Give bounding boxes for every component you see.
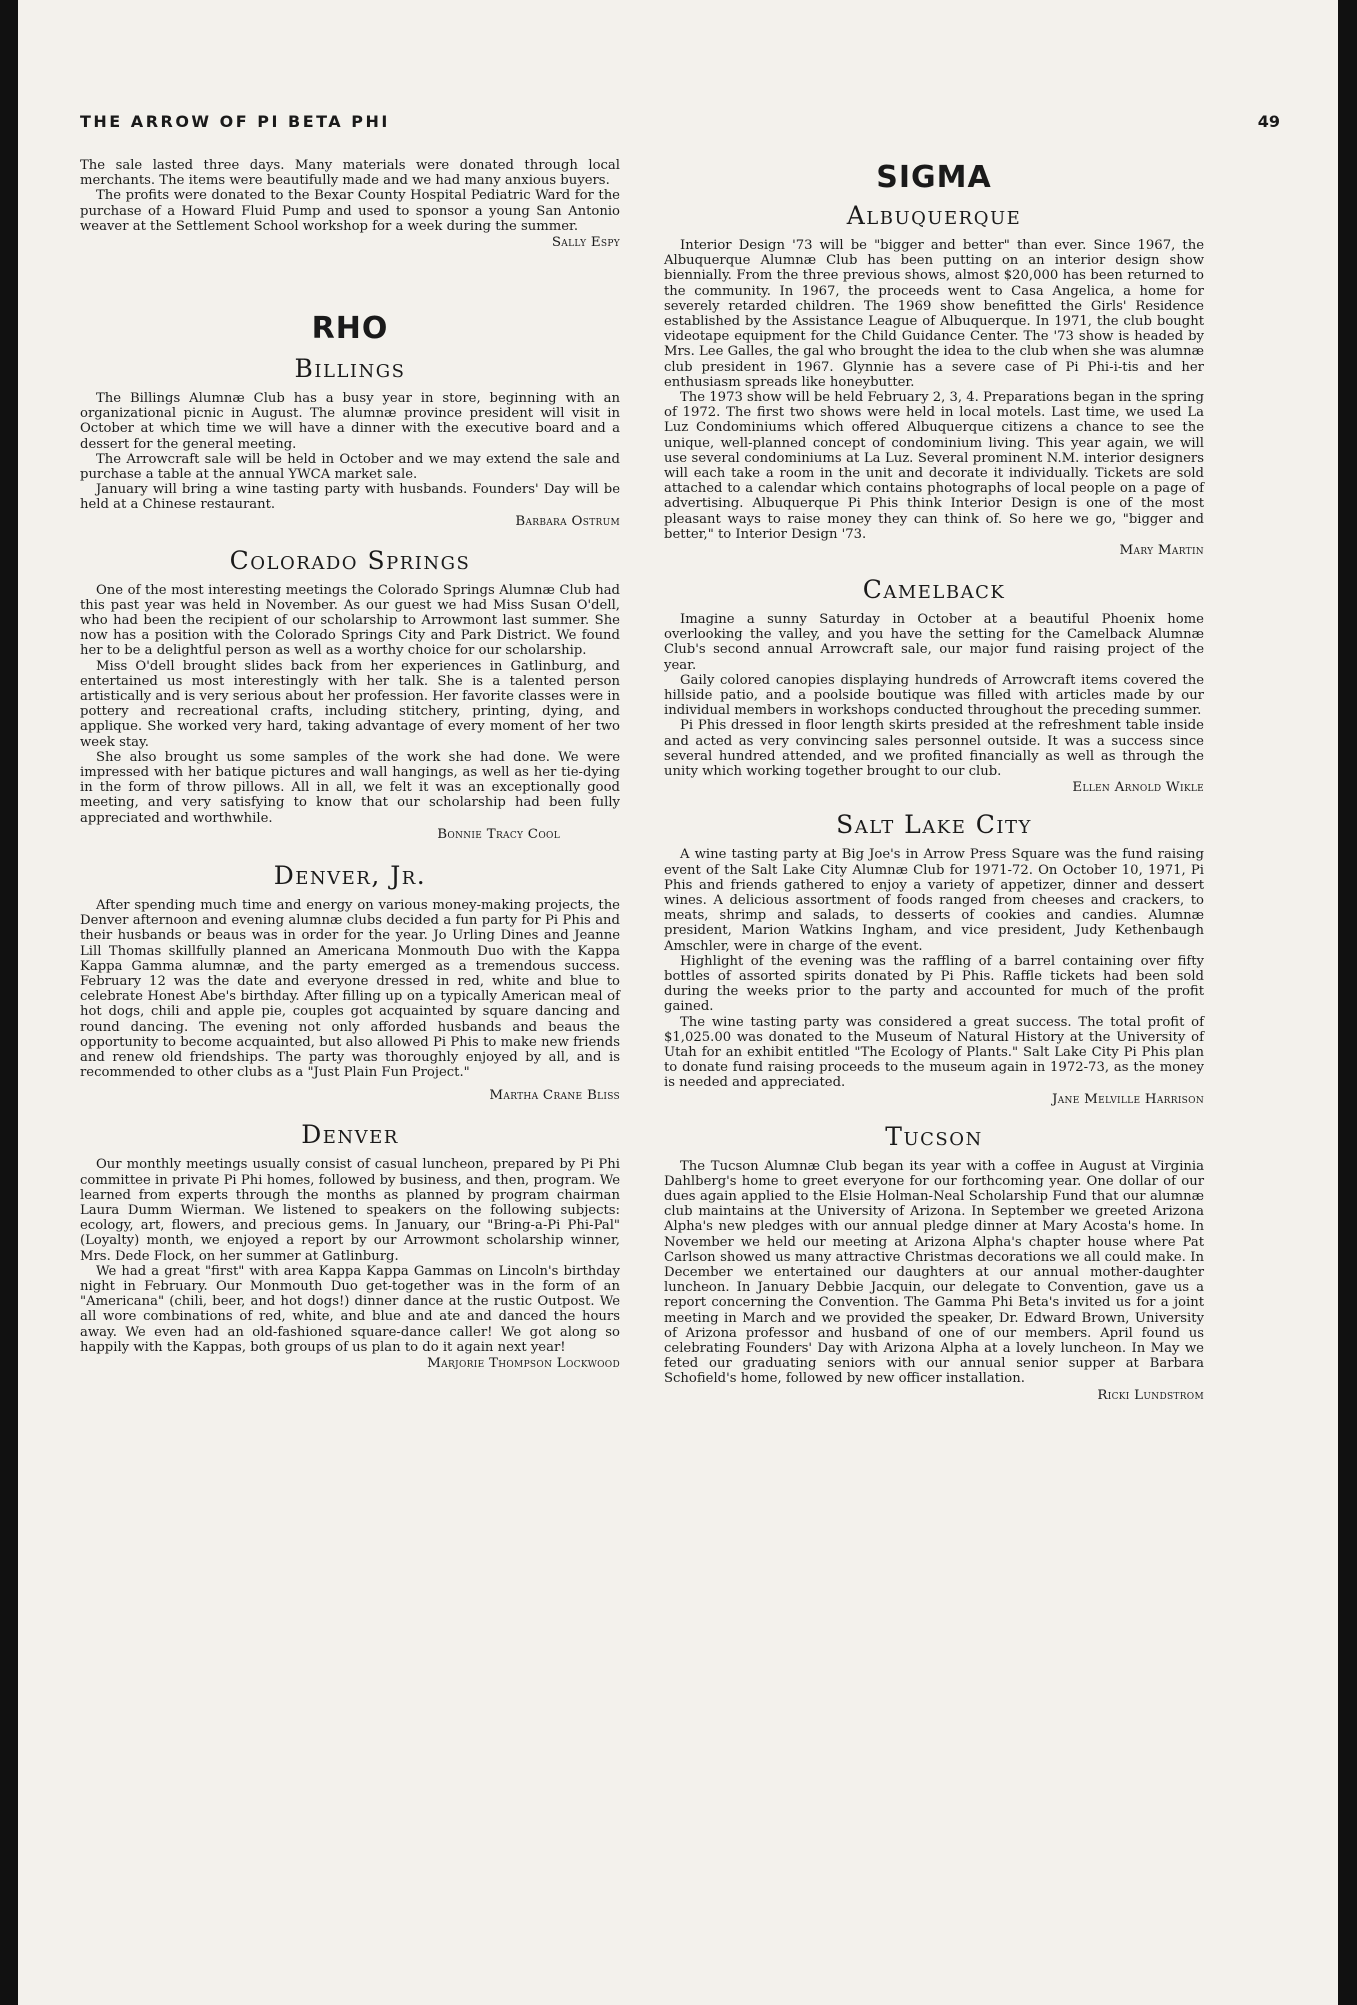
salt-lake-city-paragraph-3: The wine tasting party was considered a great success. The total profit of $1,025.00 was donated to the Museum of Natural History at the University of Utah for an exhibit entitled "The Ecology of Plants." Salt Lake City Pi Phis plan to donate fund raising proceeds to the museum again in 1972-73, as the money is needed and appreciated. (664, 1014, 1204, 1091)
colorado-springs-article (80, 546, 620, 843)
intro-article (80, 158, 620, 251)
denver-paragraph-1: Our monthly meetings usually consist of casual luncheon, prepared by Pi Phi committee in private Pi Phi homes, followed by business, and then, program. We learned from experts through the months as planned by program chairman Laura Dumm Wierman. We listened to speakers on the following subjects: ecology, art, flowers, and precious gems. In January, our "Bring-a-Pi Phi-Pal" (Loyalty) month, we enjoyed a report by our Arrowmont scholarship winner, Mrs. Dede Flock, on her summer at Gatlinburg. (80, 1157, 620, 1264)
billings-paragraph-1: The Billings Alumnæ Club has a busy year in store, beginning with an organizational picnic in August. The alumnæ province president will visit in October at which time we will have a dinner with the executive board and a dessert for the general meeting. (80, 391, 620, 452)
journal-title: THE ARROW OF PI BETA PHI (80, 112, 390, 131)
billings-paragraph-2: The Arrowcraft sale will be held in October and we may extend the sale and purchase a table at the annual YWCA market sale. (80, 451, 620, 483)
billings-article (80, 354, 620, 530)
denver-article (80, 1120, 620, 1372)
right-column (664, 160, 1204, 1404)
denver-jr-signature: Martha Crane Bliss (489, 1088, 620, 1104)
tucson-signature: Ricki Lundstrom (1097, 1387, 1204, 1403)
albuquerque-paragraph-2: The 1973 show will be held February 2, 3, 4. Preparations began in the spring of 1972. The first two shows were held in local motels. Last time, we used La Luz Condominiums which offered Albuquerque citizens a chance to see the unique, well-planned concept of condominium living. This year again, we will use several condominiums at La Luz. Several prominent N.M. interior designers will each take a room in the unit and decorate it individually. Tickets are sold attached to a calendar which contains photographs of local people on a page of advertising. Albuquerque Pi Phis think Interior Design is one of the most pleasant ways to raise money they can think of. So here we go, "bigger and better," to Interior Design '73. (664, 390, 1204, 542)
salt-lake-city-paragraph-1: A wine tasting party at Big Joe's in Arrow Press Square was the fund raising event of the Salt Lake City Alumnæ Club for 1971-72. On October 10, 1971, Pi Phis and friends gathered to enjoy a variety of appetizer, dinner and dessert wines. A delicious assortment of foods ranged from cheeses and crackers, to meats, shrimp and salads, to desserts of cookies and candies. Alumnæ president, Marion Watkins Ingham, and vice president, Judy Kethenbaugh Amschler, were in charge of the event. (664, 847, 1204, 954)
intro-signature: Sally Espy (551, 235, 620, 251)
club-heading-colorado-springs: Colorado Springs (229, 545, 471, 575)
club-heading-denver-jr: Denver, Jr. (273, 860, 427, 890)
denver-paragraph-2: We had a great "first" with area Kappa Kappa Gammas on Lincoln's birthday night in February. Our Monmouth Duo get-together was in the form of an "Americana" (chili, beer, and hot dogs!) dinner dance at the rustic Outpost. We all wore combinations of red, white, and blue and ate and danced the hours away. We even had an old-fashioned square-dance caller! We got along so happily with the Kappas, both groups of us plan to do it again next year! (80, 1263, 620, 1355)
club-heading-billings: Billings (294, 354, 406, 384)
colorado-springs-paragraph-3: She also brought us some samples of the work she had done. We were impressed with her batique pictures and wall hangings, as well as her tie-dying in the form of throw pillows. All in all, we felt it was an exceptionally good meeting, and very satisfying to know that our scholarship had been fully appreciated and worthwhile. (80, 749, 620, 826)
club-heading-salt-lake-city: Salt Lake City (836, 810, 1032, 840)
page-number: 49 (1257, 112, 1280, 131)
denver-jr-article (80, 861, 620, 1104)
club-heading-tucson: Tucson (885, 1121, 983, 1151)
intro-paragraph-1: The sale lasted three days. Many materials were donated through local merchants. The items were beautifully made and we had many anxious buyers. (80, 158, 620, 189)
camelback-signature: Ellen Arnold Wikle (1072, 780, 1204, 796)
albuquerque-paragraph-1: Interior Design '73 will be "bigger and better" than ever. Since 1967, the Albuquerque Alumnæ Club has been putting on an interior design show biennially. From the three previous shows, almost $20,000 has been returned to the community. In 1967, the proceeds went to Casa Angelica, a home for severely retarded children. The 1969 show benefitted the Girls' Residence established by the Assistance League of Albuquerque. In 1971, the club bought videotape equipment for the Child Guidance Center. The '73 show is headed by Mrs. Lee Galles, the gal who brought the idea to the club when she was alumnæ club president in 1967. Glynnie has a severe case of Pi Phi-i-tis and her enthusiasm spreads like honeybutter. (664, 238, 1204, 390)
camelback-paragraph-3: Pi Phis dressed in floor length skirts presided at the refreshment table inside and acted as very convincing sales personnel outside. It was a success since several hundred attended, and we profited financially as well as through the unity which working together brought to our club. (664, 718, 1204, 780)
camelback-article (664, 575, 1204, 796)
page (18, 0, 1338, 2005)
colorado-springs-signature: Bonnie Tracy Cool (437, 826, 560, 842)
club-heading-albuquerque: Albuquerque (846, 201, 1022, 230)
tucson-article (664, 1122, 1204, 1404)
club-heading-denver: Denver (301, 1120, 399, 1150)
colorado-springs-paragraph-1: One of the most interesting meetings the Colorado Springs Alumnæ Club had this past year was held in November. As our guest we had Miss Susan O'dell, who had been the recipient of our scholarship to Arrowmont last summer. She now has a position with the Colorado Springs City and Park District. We found her to be a delightful person as well as a worthy choice for our scholarship. (80, 582, 620, 659)
denver-signature: Marjorie Thompson Lockwood (427, 1355, 620, 1371)
albuquerque-article (664, 201, 1204, 559)
billings-paragraph-3: January will bring a wine tasting party with husbands. Founders' Day will be held at a Chinese restaurant. (80, 482, 620, 513)
denver-jr-paragraph-1: After spending much time and energy on various money-making projects, the Denver afternoon and evening alumnæ clubs decided a fun party for Pi Phis and their husbands or beaus was in order for the year. Jo Urling Dines and Jeanne Lill Thomas skillfully planned an Americana Monmouth Duo with the Kappa Kappa Gamma alumnæ, and the party emerged as a tremendous success. February 12 was the date and everyone dressed in red, white and blue to celebrate Honest Abe's birthday. After filling up on a typically American meal of hot dogs, chili and apple pie, couples got acquainted by square dancing and round dancing. The evening not only afforded husbands and beaus the opportunity to become acquainted, but also allowed Pi Phis to make new friends and renew old friendships. The party was thoroughly enjoyed by all, and is recommended to other clubs as a "Just Plain Fun Project." (80, 897, 620, 1081)
salt-lake-city-paragraph-2: Highlight of the evening was the raffling of a barrel containing over fifty bottles of assorted spirits donated by Pi Phis. Raffle tickets had been sold during the weeks prior to the party and accounted for much of the profit gained. (664, 953, 1204, 1015)
salt-lake-city-signature: Jane Melville Harrison (1052, 1091, 1204, 1107)
billings-signature: Barbara Ostrum (515, 513, 620, 529)
colorado-springs-paragraph-2: Miss O'dell brought slides back from her experiences in Gatlinburg, and entertained us most interestingly with her talk. She is a talented person artistically and is very serious about her profession. Her favorite classes were in pottery and recreational crafts, including stitchery, printing, dying, and applique. She worked very hard, taking advantage of every moment of her two week stay. (80, 658, 620, 750)
albuquerque-signature: Mary Martin (1119, 543, 1204, 559)
left-column (80, 158, 620, 1372)
running-head (80, 112, 1280, 142)
salt-lake-city-article (664, 810, 1204, 1107)
camelback-paragraph-2: Gaily colored canopies displaying hundreds of Arrowcraft items covered the hillside patio, and a poolside boutique was filled with articles made by our individual members in workshops conducted throughout the preceding summer. (664, 672, 1204, 719)
tucson-paragraph-1: The Tucson Alumnæ Club began its year with a coffee in August at Virginia Dahlberg's home to greet everyone for our forthcoming year. One dollar of our dues again applied to the Elsie Holman-Neal Scholarship Fund that our alumnæ club maintains at the University of Arizona. In September we greeted Arizona Alpha's new pledges with our annual pledge dinner at Mary Acosta's home. In November we held our meeting at Arizona Alpha's chapter house where Pat Carlson showed us many attractive Christmas decorations we all could make. In December we entertained our daughters at our annual mother-daughter luncheon. In January Debbie Jacquin, our delegate to Convention, gave us a report concerning the Convention. The Gamma Phi Beta's invited us for a joint meeting in March and we provided the speaker, Dr. Edward Brown, University of Arizona professor and husband of one of our members. April found us celebrating Founders' Day with Arizona Alpha at a lovely luncheon. In May we feted our graduating seniors with our annual senior supper at Barbara Schofield's home, followed by new officer installation. (664, 1158, 1204, 1387)
chapter-heading-rho: RHO (311, 311, 389, 347)
camelback-paragraph-1: Imagine a sunny Saturday in October at a beautiful Phoenix home overlooking the valley, and you have the setting for the Camelback Alumnæ Club's second annual Arrowcraft sale, our major fund raising project of the year. (664, 612, 1204, 673)
club-heading-camelback: Camelback (862, 575, 1006, 605)
intro-paragraph-2: The profits were donated to the Bexar County Hospital Pediatric Ward for the purchase of a Howard Fluid Pump and used to sponsor a young San Antonio weaver at the Settlement School workshop for a week during the summer. (80, 188, 620, 234)
chapter-heading-sigma: SIGMA (876, 160, 992, 195)
